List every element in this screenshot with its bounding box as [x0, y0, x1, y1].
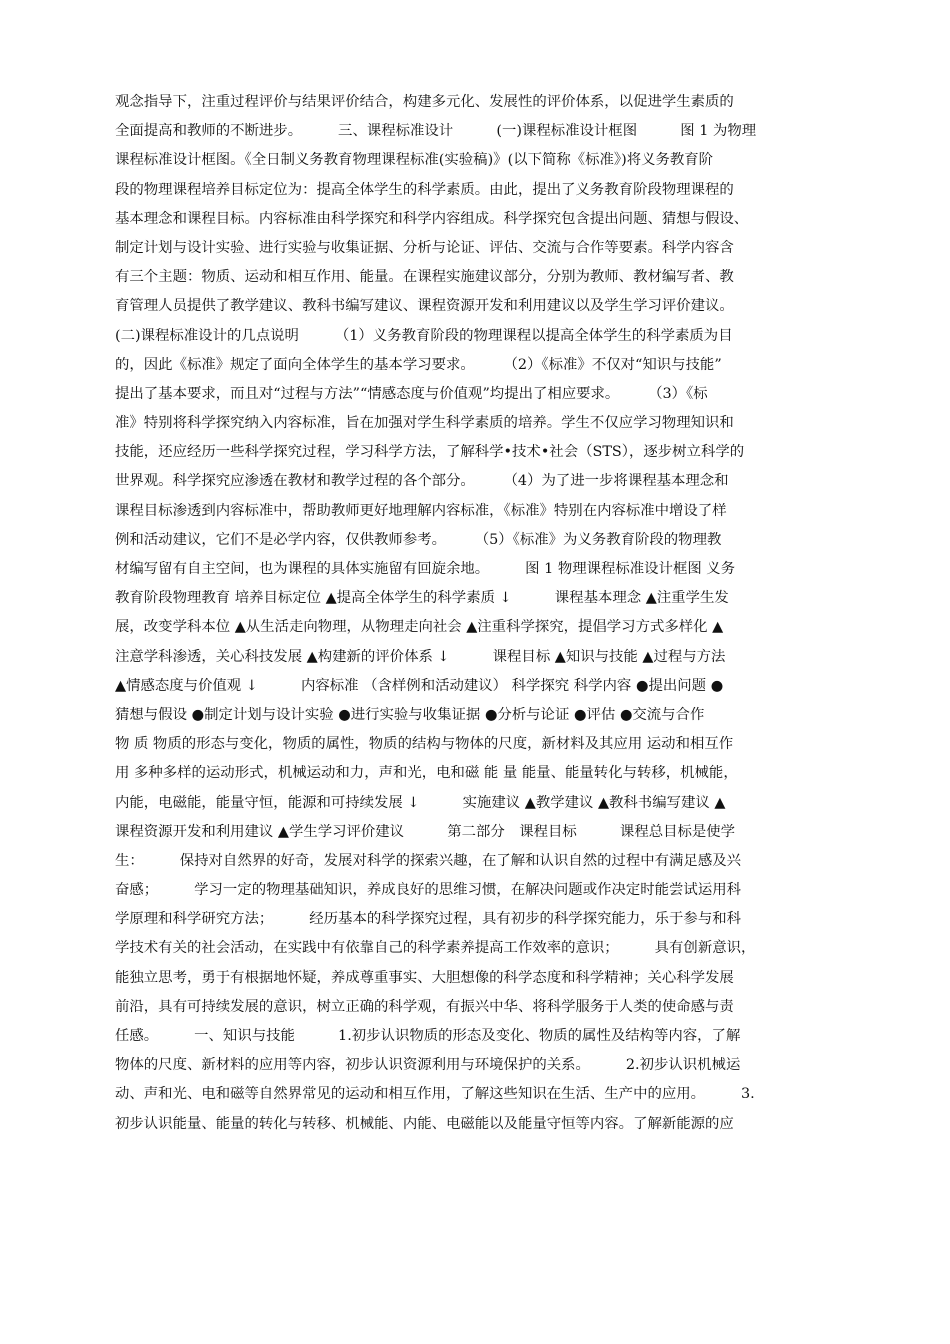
text-line: 准》特别将科学探究纳入内容标准，旨在加强对学生科学素质的培养。学生不仅应学习物理知识和 — [115, 415, 734, 432]
text-line: 用 多种多样的运动形式，机械运动和力，声和光，电和磁 能 量 能量、能量转化与转移，机械能， — [115, 765, 738, 782]
text-line: 的，因此《标准》规定了面向全体学生的基本学习要求。 （2）《标准》不仅对“知识与技能” — [115, 356, 722, 373]
text-line: 物 质 物质的形态与变化，物质的属性，物质的结构与物体的尺度，新材料及其应用 运动和相互作 — [115, 736, 734, 753]
text-line: 有三个主题：物质、运动和相互作用、能量。在课程实施建议部分，分别为教师、教材编写者、教 — [115, 269, 734, 286]
text-line: 育管理人员提供了教学建议、教科书编写建议、课程资源开发和利用建议以及学生学习评价建议。 — [115, 298, 734, 315]
text-line: 学技术有关的社会活动，在实践中有依靠自己的科学素养提高工作效率的意识； 具有创新意识， — [115, 940, 756, 957]
text-line: 全面提高和教师的不断进步。 三、课程标准设计 (一)课程标准设计框图 图 1 为物理 — [115, 123, 757, 140]
text-line: 制定计划与设计实验、进行实验与收集证据、分析与论证、评估、交流与合作等要素。科学内容含 — [115, 239, 734, 256]
text-line: 例和活动建议，它们不是必学内容，仅供教师参考。 （5）《标准》为义务教育阶段的物理教 — [115, 531, 722, 548]
text-line: 生： 保持对自然界的好奇，发展对科学的探索兴趣，在了解和认识自然的过程中有满足感及兴 — [115, 852, 741, 869]
text-line: 材编写留有自主空间，也为课程的具体实施留有回旋余地。 图 1 物理课程标准设计框图 义务 — [115, 561, 736, 577]
text-line: ▲情感态度与价值观 ↓ 内容标准 （含样例和活动建议） 科学探究 科学内容 ●提出问题 ● — [115, 677, 724, 694]
text-line: (二)课程标准设计的几点说明 （1）义务教育阶段的物理课程以提高全体学生的科学素质为目 — [115, 327, 733, 344]
text-line: 奋感； 学习一定的物理基础知识，养成良好的思维习惯，在解决问题或作决定时能尝试运用科 — [115, 882, 741, 899]
text-line: 世界观。科学探究应渗透在教材和教学过程的各个部分。 （4）为了进一步将课程基本理念和 — [115, 473, 729, 490]
text-line: 课程目标渗透到内容标准中，帮助教师更好地理解内容标准，《标准》特别在内容标准中增设了样 — [115, 502, 727, 519]
text-line: 内能，电磁能，能量守恒，能源和可持续发展 ↓ 实施建议 ▲教学建议 ▲教科书编写建议 ▲ — [115, 794, 726, 811]
text-line: 学原理和科学研究方法； 经历基本的科学探究过程，具有初步的科学探究能力，乐于参与和科 — [115, 911, 741, 928]
document-body — [115, 88, 837, 1139]
text-line: 教育阶段物理教育 培养目标定位 ▲提高全体学生的科学素质 ↓ 课程基本理念 ▲注重学生发 — [115, 590, 729, 607]
text-line: 任感。 一、知识与技能 1.初步认识物质的形态及变化、物质的属性及结构等内容，了解 — [115, 1028, 741, 1044]
text-line: 注意学科渗透，关心科技发展 ▲构建新的评价体系 ↓ 课程目标 ▲知识与技能 ▲过程与方法 — [115, 648, 726, 665]
text-line: 段的物理课程培养目标定位为：提高全体学生的科学素质。由此，提出了义务教育阶段物理课程的 — [115, 181, 734, 198]
text-line: 课程资源开发和利用建议 ▲学生学习评价建议 第二部分 课程目标 课程总目标是使学 — [115, 823, 736, 840]
text-line: 提出了基本要求，而且对“过程与方法”“情感态度与价值观”均提出了相应要求。 （3）《标 — [115, 385, 708, 402]
text-line: 初步认识能量、能量的转化与转移、机械能、内能、电磁能以及能量守恒等内容。了解新能源的应 — [115, 1115, 734, 1132]
text-line: 观念指导下，注重过程评价与结果评价结合，构建多元化、发展性的评价体系，以促进学生素质的 — [115, 94, 734, 110]
text-line: 猜想与假设 ●制定计划与设计实验 ●进行实验与收集证据 ●分析与论证 ●评估 ●交流与合作 — [115, 706, 705, 723]
text-line: 技能，还应经历一些科学探究过程，学习科学方法，了解科学•技术•社会（STS），逐步树立科学的 — [115, 444, 745, 461]
text-line: 基本理念和课程目标。内容标准由科学探究和科学内容组成。科学探究包含提出问题、猜想与假设、 — [115, 210, 749, 227]
text-line: 课程标准设计框图。《全日制义务教育物理课程标准(实验稿)》(以下简称《标准》)将义务教育阶 — [115, 152, 714, 169]
text-line: 前沿，具有可持续发展的意识，树立正确的科学观，有振兴中华、将科学服务于人类的使命感与责 — [115, 998, 734, 1015]
text-line: 动、声和光、电和磁等自然界常见的运动和相互作用，了解这些知识在生活、生产中的应用。 3. — [115, 1086, 755, 1103]
text-line: 能独立思考，勇于有根据地怀疑，养成尊重事实、大胆想像的科学态度和科学精神；关心科学发展 — [115, 969, 734, 986]
text-line: 物体的尺度、新材料的应用等内容，初步认识资源利用与环境保护的关系。 2.初步认识机械运 — [115, 1057, 741, 1074]
text-line: 展，改变学科本位 ▲从生活走向物理，从物理走向社会 ▲注重科学探究，提倡学习方式多样化 ▲ — [115, 619, 724, 636]
